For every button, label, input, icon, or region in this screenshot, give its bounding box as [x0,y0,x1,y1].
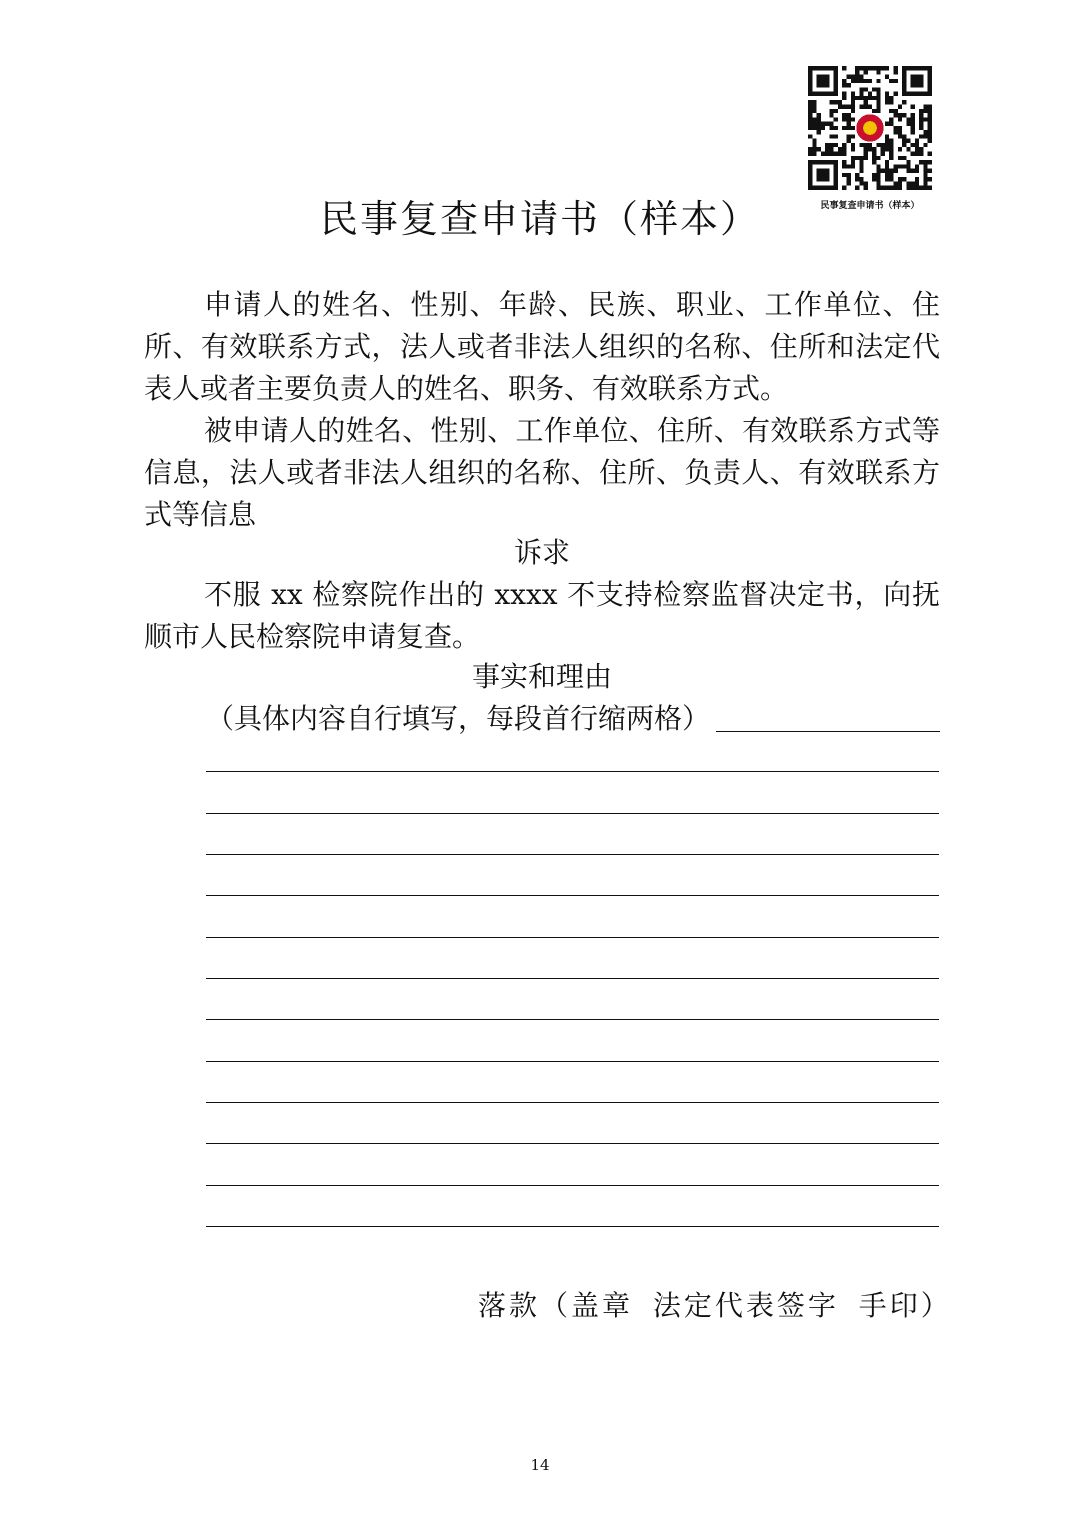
qr-caption: 民事复查申请书（样本） [820,201,920,211]
respondent-info-paragraph: 被申请人的姓名、性别、工作单位、住所、有效联系方式等信息，法人或者非法人组织的名称、住所、负责人、有效联系方式等信息 [144,414,940,531]
fill-line[interactable] [206,813,939,814]
document-title: 民事复查申请书（样本） [319,197,760,241]
fill-line[interactable] [206,1185,939,1186]
facts-instruction-row [206,698,940,740]
fill-line[interactable] [206,1226,939,1227]
qr-code-image [806,66,934,190]
fill-line[interactable] [206,978,939,979]
fill-line[interactable] [206,895,939,896]
fill-line[interactable] [206,1143,939,1144]
signature-line: 落款（盖章 法定代表签字 手印） [478,1289,952,1322]
fill-line[interactable] [206,771,939,772]
fill-line[interactable] [206,937,939,938]
applicant-info-paragraph: 申请人的姓名、性别、年龄、民族、职业、工作单位、住所、有效联系方式，法人或者非法人组织的名称、住所和法定代表人或者主要负责人的姓名、职务、有效联系方式。 [144,288,940,405]
claims-paragraph: 不服 xx 检察院作出的 xxxx 不支持检察监督决定书，向抚顺市人民检察院申请复查。 [144,578,940,653]
facts-instruction: （具体内容自行填写，每段首行缩两格） [206,702,711,735]
fill-line[interactable] [206,1019,939,1020]
fill-line[interactable] [206,1102,939,1103]
fill-line[interactable] [206,854,939,855]
page-number: 14 [530,1456,550,1474]
facts-heading: 事实和理由 [471,660,612,693]
fill-line-inline[interactable] [716,730,940,732]
claims-heading: 诉求 [513,536,570,569]
fill-line[interactable] [206,1061,939,1062]
